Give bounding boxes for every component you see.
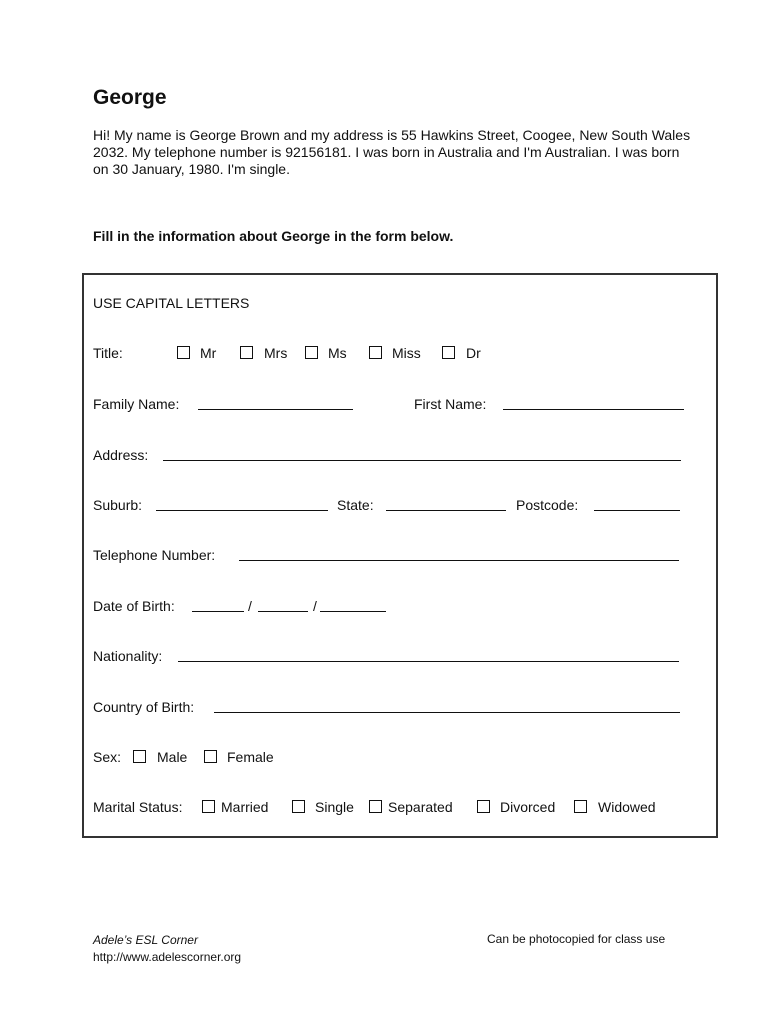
sex-female-label: Female <box>227 749 274 765</box>
capital-letters-note: USE CAPITAL LETTERS <box>93 295 250 311</box>
telephone-label: Telephone Number: <box>93 547 216 563</box>
marital-widowed-checkbox[interactable] <box>574 800 587 813</box>
marital-separated-label: Separated <box>388 799 453 815</box>
postcode-label: Postcode: <box>516 497 579 513</box>
marital-single-checkbox[interactable] <box>292 800 305 813</box>
nationality-label: Nationality: <box>93 648 163 664</box>
title-miss-label: Miss <box>392 345 421 361</box>
title-ms-label: Ms <box>328 345 347 361</box>
postcode-field[interactable] <box>594 510 680 511</box>
title-mr-checkbox[interactable] <box>177 346 190 359</box>
footer-credit <box>93 932 241 966</box>
intro-paragraph: Hi! My name is George Brown and my address is 55 Hawkins Street, Coogee, New South Wales 2032. My telephone number is 92156181. I was born in Australia and I'm Australian. I was born on 30 January, 1980. I'm single. <box>93 127 691 177</box>
first-name-field[interactable] <box>503 409 684 410</box>
nationality-field[interactable] <box>178 661 679 662</box>
dob-label: Date of Birth: <box>93 598 175 614</box>
footer-note: Can be photocopied for class use <box>487 932 666 946</box>
marital-single-label: Single <box>315 799 354 815</box>
country-of-birth-label: Country of Birth: <box>93 699 195 715</box>
marital-separated-checkbox[interactable] <box>369 800 382 813</box>
dob-separator: / <box>248 598 252 614</box>
telephone-field[interactable] <box>239 560 679 561</box>
marital-divorced-label: Divorced <box>500 799 556 815</box>
family-name-label: Family Name: <box>93 396 180 412</box>
title-dr-label: Dr <box>466 345 481 361</box>
suburb-field[interactable] <box>156 510 328 511</box>
dob-month-field[interactable] <box>258 611 308 612</box>
country-of-birth-field[interactable] <box>214 712 680 713</box>
state-field[interactable] <box>386 510 506 511</box>
sex-label: Sex: <box>93 749 122 765</box>
title-miss-checkbox[interactable] <box>369 346 382 359</box>
marital-widowed-label: Widowed <box>598 799 656 815</box>
marital-divorced-checkbox[interactable] <box>477 800 490 813</box>
address-label: Address: <box>93 447 149 463</box>
instruction-text: Fill in the information about George in the form below. <box>93 228 454 244</box>
marital-married-checkbox[interactable] <box>202 800 215 813</box>
footer-url: http://www.adelescorner.org <box>93 950 242 964</box>
footer-brand: Adele’s ESL Corner <box>93 933 198 947</box>
title-mrs-checkbox[interactable] <box>240 346 253 359</box>
title-mr-label: Mr <box>200 345 217 361</box>
title-mrs-label: Mrs <box>264 345 288 361</box>
title-dr-checkbox[interactable] <box>442 346 455 359</box>
first-name-label: First Name: <box>414 396 487 412</box>
sex-male-checkbox[interactable] <box>133 750 146 763</box>
page-title: George <box>93 86 167 109</box>
dob-day-field[interactable] <box>192 611 244 612</box>
title-ms-checkbox[interactable] <box>305 346 318 359</box>
family-name-field[interactable] <box>198 409 353 410</box>
state-label: State: <box>337 497 374 513</box>
title-label: Title: <box>93 345 123 361</box>
dob-year-field[interactable] <box>320 611 386 612</box>
address-field[interactable] <box>163 460 681 461</box>
marital-married-label: Married <box>221 799 269 815</box>
sex-male-label: Male <box>157 749 188 765</box>
marital-status-label: Marital Status: <box>93 799 183 815</box>
dob-separator: / <box>313 598 317 614</box>
sex-female-checkbox[interactable] <box>204 750 217 763</box>
suburb-label: Suburb: <box>93 497 143 513</box>
